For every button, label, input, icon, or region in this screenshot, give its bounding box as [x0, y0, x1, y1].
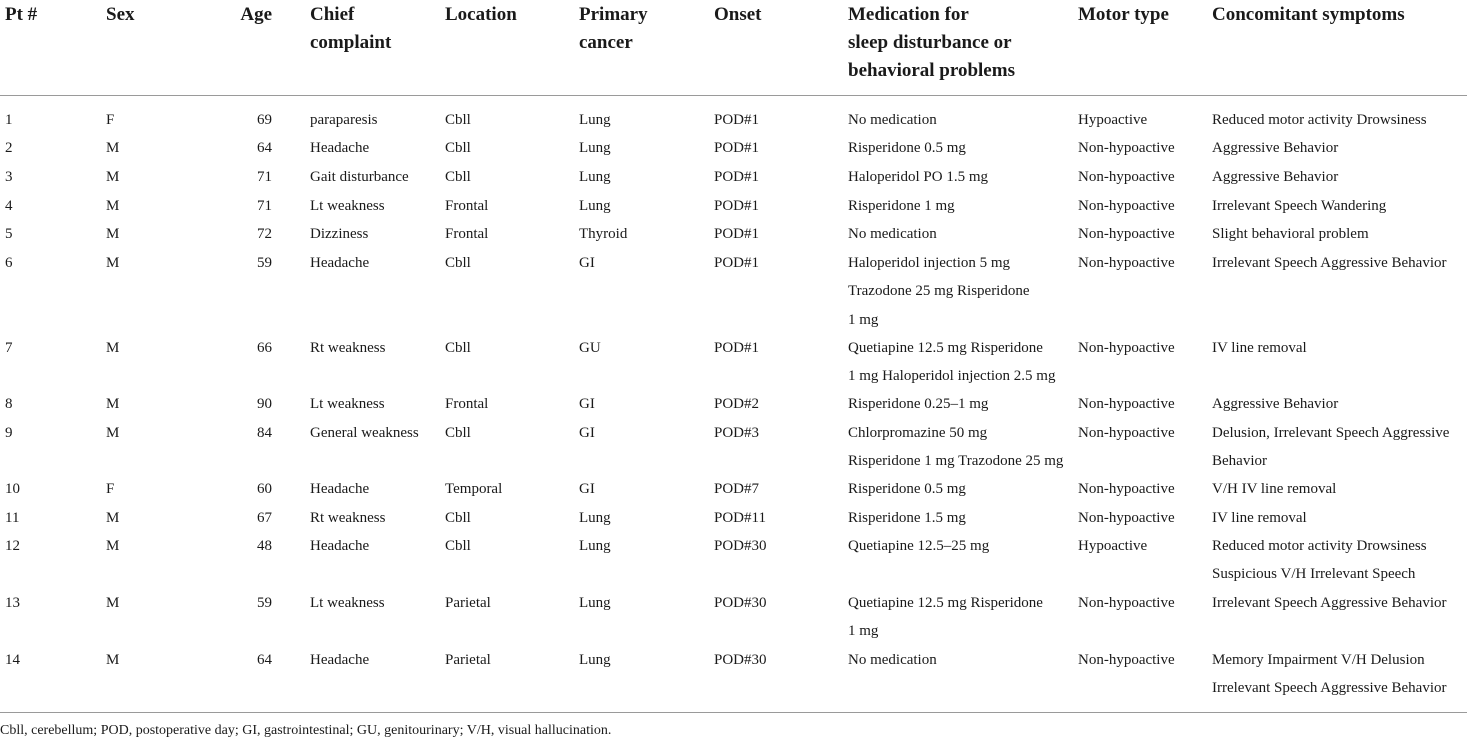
- cell-concomitant-symptoms: [1212, 106, 1427, 134]
- cell-medication: [848, 163, 988, 191]
- cell-onset: POD#30: [714, 538, 767, 554]
- cell-pt-number: 5: [5, 226, 13, 242]
- cell-line: Risperidone 1.5 mg: [848, 510, 966, 526]
- cell-onset: POD#7: [714, 481, 760, 497]
- cell-age: 64: [257, 652, 272, 668]
- cell-chief-complaint: Headache: [310, 538, 370, 554]
- cell-age: 69: [257, 112, 272, 128]
- cell-pt-number: 11: [5, 510, 20, 526]
- cell-age: 84: [257, 425, 272, 441]
- cell-line: Risperidone 1 mg Trazodone 25 mg: [848, 453, 1064, 470]
- cell-primary-cancer: GI: [579, 481, 595, 497]
- cell-medication: [848, 334, 1055, 391]
- cell-onset: POD#30: [714, 652, 767, 668]
- cell-pt-number: 14: [5, 652, 20, 668]
- cell-chief-complaint: Lt weakness: [310, 595, 385, 611]
- cell-onset: POD#2: [714, 396, 760, 412]
- cell-age: 90: [257, 396, 272, 412]
- cell-concomitant-symptoms: [1212, 646, 1447, 703]
- cell-onset: POD#1: [714, 255, 760, 271]
- cell-medication: [848, 475, 966, 503]
- cell-sex: M: [106, 169, 120, 185]
- cell-line: Haloperidol injection 5 mg: [848, 255, 1011, 271]
- column-header-chief-complaint: [310, 1, 391, 57]
- cell-concomitant-symptoms: [1212, 475, 1336, 503]
- cell-chief-complaint: paraparesis: [310, 112, 378, 128]
- cell-age: 59: [257, 255, 272, 271]
- column-header-line: behavioral problems: [848, 60, 1015, 81]
- cell-pt-number: 9: [5, 425, 13, 441]
- column-header-line: Motor type: [1078, 4, 1169, 25]
- cell-primary-cancer: GI: [579, 425, 595, 441]
- cell-line: No medication: [848, 226, 937, 242]
- cell-concomitant-symptoms: [1212, 249, 1447, 277]
- cell-sex: M: [106, 652, 120, 668]
- cell-medication: [848, 646, 937, 674]
- column-header-age: [240, 1, 272, 29]
- cell-location: Frontal: [445, 396, 489, 412]
- cell-motor-type: Non-hypoactive: [1078, 140, 1175, 156]
- cell-primary-cancer: Lung: [579, 140, 611, 156]
- cell-sex: M: [106, 198, 120, 214]
- cell-chief-complaint: Headache: [310, 652, 370, 668]
- cell-age: 67: [257, 510, 272, 526]
- cell-concomitant-symptoms: [1212, 163, 1338, 191]
- cell-sex: M: [106, 255, 120, 271]
- cell-line: Memory Impairment V/H Delusion: [1212, 652, 1425, 668]
- column-header-line: Primary: [579, 4, 648, 25]
- cell-medication: [848, 249, 1030, 334]
- cell-line: IV line removal: [1212, 510, 1307, 526]
- cell-location: Cbll: [445, 112, 471, 128]
- cell-onset: POD#1: [714, 112, 760, 128]
- cell-primary-cancer: Lung: [579, 652, 611, 668]
- cell-onset: POD#30: [714, 595, 767, 611]
- cell-sex: M: [106, 425, 120, 441]
- cell-sex: M: [106, 226, 120, 242]
- column-header-primary-cancer: [579, 1, 648, 57]
- cell-sex: M: [106, 538, 120, 554]
- cell-sex: M: [106, 510, 120, 526]
- cell-line: IV line removal: [1212, 340, 1307, 356]
- cell-chief-complaint: Lt weakness: [310, 198, 385, 214]
- cell-onset: POD#1: [714, 198, 760, 214]
- cell-primary-cancer: Lung: [579, 510, 611, 526]
- column-header-line: Age: [240, 4, 272, 25]
- cell-line: Risperidone 0.25–1 mg: [848, 396, 989, 412]
- cell-pt-number: 3: [5, 169, 13, 185]
- cell-concomitant-symptoms: [1212, 419, 1449, 476]
- column-header-motor-type: [1078, 1, 1169, 29]
- cell-medication: [848, 390, 988, 418]
- cell-location: Cbll: [445, 425, 471, 441]
- cell-motor-type: Non-hypoactive: [1078, 226, 1175, 242]
- cell-age: 64: [257, 140, 272, 156]
- cell-chief-complaint: Gait disturbance: [310, 169, 409, 185]
- cell-concomitant-symptoms: [1212, 134, 1338, 162]
- cell-medication: [848, 220, 937, 248]
- column-header-concomitant-symptoms: [1212, 1, 1405, 29]
- cell-chief-complaint: Lt weakness: [310, 396, 385, 412]
- cell-motor-type: Non-hypoactive: [1078, 340, 1175, 356]
- cell-pt-number: 13: [5, 595, 20, 611]
- cell-primary-cancer: GU: [579, 340, 601, 356]
- cell-line: Chlorpromazine 50 mg: [848, 425, 988, 441]
- cell-line: Risperidone 0.5 mg: [848, 140, 966, 156]
- cell-motor-type: Non-hypoactive: [1078, 255, 1175, 271]
- cell-sex: M: [106, 396, 120, 412]
- cell-concomitant-symptoms: [1212, 589, 1447, 617]
- cell-age: 60: [257, 481, 272, 497]
- cell-location: Cbll: [445, 340, 471, 356]
- cell-motor-type: Non-hypoactive: [1078, 510, 1175, 526]
- cell-primary-cancer: Lung: [579, 169, 611, 185]
- cell-chief-complaint: Headache: [310, 255, 370, 271]
- cell-line: Quetiapine 12.5–25 mg: [848, 538, 990, 554]
- cell-primary-cancer: Lung: [579, 595, 611, 611]
- column-header-location: [445, 1, 517, 29]
- cell-location: Parietal: [445, 595, 491, 611]
- cell-concomitant-symptoms: [1212, 192, 1386, 220]
- cell-concomitant-symptoms: [1212, 532, 1427, 589]
- column-header-line: Medication for: [848, 4, 969, 25]
- cell-primary-cancer: Lung: [579, 538, 611, 554]
- cell-onset: POD#1: [714, 140, 760, 156]
- cell-primary-cancer: Thyroid: [579, 226, 628, 242]
- cell-chief-complaint: Dizziness: [310, 226, 369, 242]
- cell-line: Delusion, Irrelevant Speech Aggressive: [1212, 425, 1450, 441]
- cell-age: 48: [257, 538, 272, 554]
- cell-age: 71: [257, 169, 272, 185]
- column-header-onset: [714, 1, 762, 29]
- cell-onset: POD#1: [714, 340, 760, 356]
- cell-medication: [848, 419, 1063, 476]
- cell-line: V/H IV line removal: [1212, 481, 1337, 497]
- cell-chief-complaint: Rt weakness: [310, 510, 386, 526]
- cell-pt-number: 2: [5, 140, 13, 156]
- column-header-line: Sex: [106, 4, 135, 25]
- cell-line: 1 mg Haloperidol injection 2.5 mg: [848, 368, 1056, 385]
- cell-sex: F: [106, 481, 115, 497]
- cell-motor-type: Non-hypoactive: [1078, 652, 1175, 668]
- cell-line: Irrelevant Speech Aggressive Behavior: [1212, 595, 1447, 611]
- column-header-line: sleep disturbance or: [848, 32, 1012, 53]
- cell-location: Temporal: [445, 481, 503, 497]
- cell-motor-type: Hypoactive: [1078, 112, 1148, 128]
- cell-line: Aggressive Behavior: [1212, 396, 1339, 412]
- cell-line: Risperidone 0.5 mg: [848, 481, 966, 497]
- cell-sex: M: [106, 340, 120, 356]
- cell-motor-type: Non-hypoactive: [1078, 396, 1175, 412]
- cell-concomitant-symptoms: [1212, 504, 1307, 532]
- cell-line: Quetiapine 12.5 mg Risperidone: [848, 595, 1043, 611]
- cell-line: Aggressive Behavior: [1212, 169, 1339, 185]
- cell-medication: [848, 192, 955, 220]
- cell-location: Cbll: [445, 169, 471, 185]
- cell-primary-cancer: GI: [579, 396, 595, 412]
- cell-location: Frontal: [445, 198, 489, 214]
- cell-medication: [848, 532, 989, 560]
- cell-onset: POD#11: [714, 510, 766, 526]
- table-bottom-divider: [0, 712, 1467, 713]
- cell-line: Suspicious V/H Irrelevant Speech: [1212, 566, 1416, 583]
- cell-line: 1 mg: [848, 623, 879, 640]
- cell-onset: POD#1: [714, 226, 760, 242]
- cell-sex: F: [106, 112, 115, 128]
- cell-line: Quetiapine 12.5 mg Risperidone: [848, 340, 1043, 356]
- cell-motor-type: Non-hypoactive: [1078, 198, 1175, 214]
- cell-line: 1 mg: [848, 311, 879, 328]
- cell-age: 59: [257, 595, 272, 611]
- cell-sex: M: [106, 140, 120, 156]
- cell-primary-cancer: GI: [579, 255, 595, 271]
- table-footnote: Cbll, cerebellum; POD, postoperative day; GI, gastrointestinal; GU, genitourinary; V/H, visual hallucination.: [0, 723, 612, 738]
- cell-medication: [848, 589, 1043, 646]
- cell-onset: POD#3: [714, 425, 760, 441]
- cell-line: Irrelevant Speech Wandering: [1212, 198, 1387, 214]
- cell-primary-cancer: Lung: [579, 198, 611, 214]
- header-top-divider: [0, 95, 1467, 96]
- column-header-line: Concomitant symptoms: [1212, 4, 1405, 25]
- column-header-medication: [848, 1, 1015, 85]
- cell-age: 71: [257, 198, 272, 214]
- column-header-sex: [106, 1, 135, 29]
- column-header-line: Pt #: [5, 4, 38, 25]
- column-header-line: complaint: [310, 32, 392, 53]
- cell-line: Behavior: [1212, 453, 1267, 470]
- cell-medication: [848, 106, 937, 134]
- cell-concomitant-symptoms: [1212, 390, 1338, 418]
- cell-line: Reduced motor activity Drowsiness: [1212, 112, 1427, 128]
- cell-line: Reduced motor activity Drowsiness: [1212, 538, 1427, 554]
- cell-line: Haloperidol PO 1.5 mg: [848, 169, 988, 185]
- cell-chief-complaint: Headache: [310, 481, 370, 497]
- cell-pt-number: 6: [5, 255, 13, 271]
- column-header-line: Chief: [310, 4, 355, 25]
- cell-medication: [848, 134, 966, 162]
- cell-location: Cbll: [445, 538, 471, 554]
- cell-location: Parietal: [445, 652, 491, 668]
- cell-location: Cbll: [445, 140, 471, 156]
- cell-motor-type: Non-hypoactive: [1078, 425, 1175, 441]
- cell-pt-number: 12: [5, 538, 20, 554]
- cell-line: Irrelevant Speech Aggressive Behavior: [1212, 255, 1447, 271]
- cell-line: No medication: [848, 112, 937, 128]
- cell-concomitant-symptoms: [1212, 220, 1369, 248]
- cell-location: Cbll: [445, 255, 471, 271]
- cell-line: Risperidone 1 mg: [848, 198, 955, 214]
- column-header-line: Location: [445, 4, 517, 25]
- cell-motor-type: Hypoactive: [1078, 538, 1148, 554]
- cell-pt-number: 10: [5, 481, 20, 497]
- cell-age: 72: [257, 226, 272, 242]
- cell-motor-type: Non-hypoactive: [1078, 169, 1175, 185]
- cell-pt-number: 4: [5, 198, 13, 214]
- cell-pt-number: 1: [5, 112, 13, 128]
- column-header-line: cancer: [579, 32, 633, 53]
- cell-line: Trazodone 25 mg Risperidone: [848, 283, 1030, 300]
- cell-age: 66: [257, 340, 272, 356]
- column-header-pt-number: [5, 1, 37, 29]
- cell-line: Aggressive Behavior: [1212, 140, 1339, 156]
- cell-chief-complaint: General weakness: [310, 425, 419, 441]
- cell-pt-number: 7: [5, 340, 13, 356]
- cell-line: Slight behavioral problem: [1212, 226, 1369, 242]
- cell-onset: POD#1: [714, 169, 760, 185]
- cell-location: Frontal: [445, 226, 489, 242]
- cell-chief-complaint: Headache: [310, 140, 370, 156]
- cell-chief-complaint: Rt weakness: [310, 340, 386, 356]
- cell-concomitant-symptoms: [1212, 334, 1307, 362]
- cell-medication: [848, 504, 966, 532]
- cell-motor-type: Non-hypoactive: [1078, 481, 1175, 497]
- cell-motor-type: Non-hypoactive: [1078, 595, 1175, 611]
- cell-line: No medication: [848, 652, 937, 668]
- column-header-line: Onset: [714, 4, 762, 25]
- cell-line: Irrelevant Speech Aggressive Behavior: [1212, 680, 1447, 697]
- cell-sex: M: [106, 595, 120, 611]
- cell-primary-cancer: Lung: [579, 112, 611, 128]
- cell-location: Cbll: [445, 510, 471, 526]
- cell-pt-number: 8: [5, 396, 13, 412]
